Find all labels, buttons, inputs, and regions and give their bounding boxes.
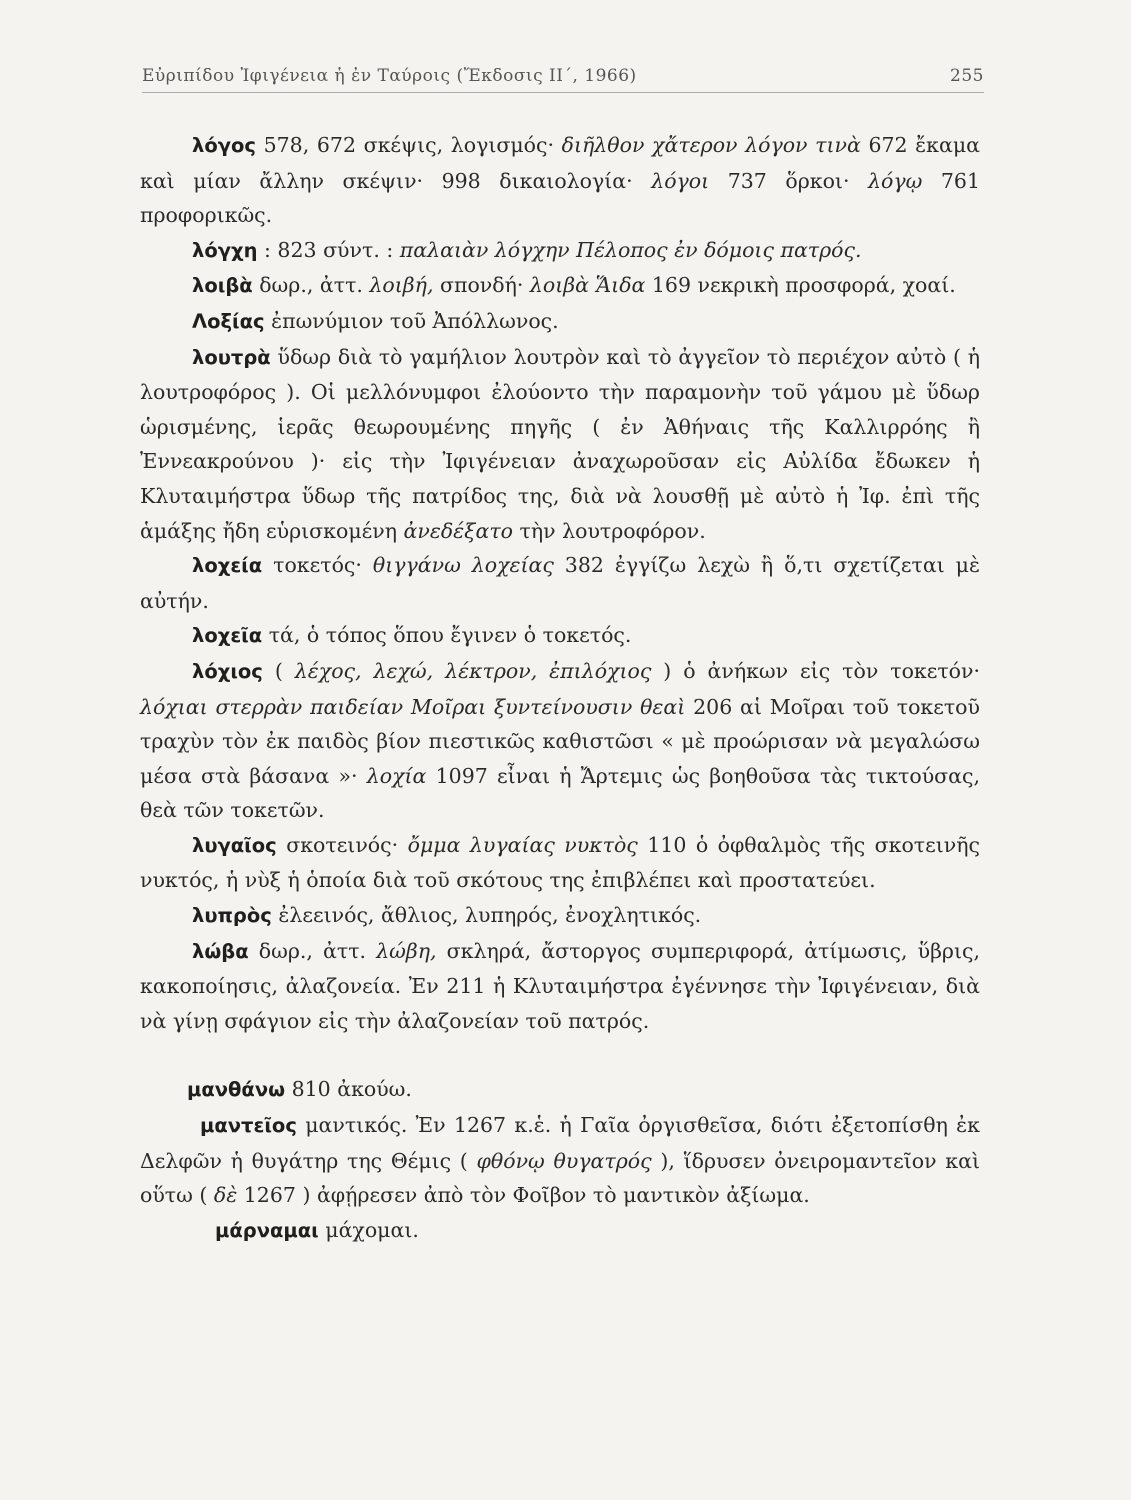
glossary-entry	[140, 340, 980, 549]
glossary-entry	[140, 1108, 980, 1213]
definition-text: τά, ὁ τόπος ὅπου ἔγινεν ὁ τοκετός.	[262, 623, 632, 648]
glossary-entry	[140, 1213, 980, 1249]
citation-text: λόγῳ	[868, 168, 923, 193]
glossary-entry	[140, 548, 980, 618]
definition-text: σκοτεινός·	[276, 832, 408, 857]
definition-text: δωρ., ἀττ.	[248, 938, 377, 963]
citation-text: λοχία	[366, 763, 427, 788]
definition-text: 761 προφορικῶς.	[140, 168, 980, 228]
definition-text: ), ἵδρυσεν ὀνειρομαντεῖον καὶ οὕτω (	[140, 1148, 980, 1208]
definition-text: 382 ἐγγίζω λεχὼ ἢ ὅ,τι σχετίζεται μὲ αὐτήν.	[140, 553, 980, 613]
definition-text: 169 νεκρικὴ προσφορά, χοαί.	[645, 273, 956, 298]
running-title: Εὐριπίδου Ἰφιγένεια ἡ ἐν Ταύροις (Ἔκδοσις ΙΙ΄, 1966)	[142, 66, 637, 86]
entry-headword: λουτρὰ	[192, 345, 271, 369]
entry-headword: λόγος	[192, 134, 256, 157]
entry-headword: λυγαῖος	[192, 833, 277, 857]
entry-headword: Λοξίας	[192, 309, 265, 333]
citation-text: λόγοι	[651, 168, 710, 193]
glossary-entry	[140, 304, 980, 340]
definition-text: 1267 ) ἀφῄρεσεν ἀπὸ τὸν Φοῖβον τὸ μαντικὸν ἀξίωμα.	[237, 1183, 810, 1208]
definition-text: 1097 εἶναι ἡ Ἄρτεμις ὡς βοηθοῦσα τὰς τικτούσας, θεὰ τῶν τοκετῶν.	[140, 763, 981, 823]
definition-text: (	[262, 658, 295, 683]
definition-text: 578, 672 σκέψις, λογισμός·	[255, 133, 562, 157]
citation-text: φθόνῳ θυγατρός	[476, 1148, 652, 1173]
definition-text: τὴν λουτροφόρον.	[513, 518, 706, 543]
glossary-entry	[140, 618, 980, 654]
citation-text: ὄμμα λυγαίας νυκτὸς	[407, 832, 638, 857]
entry-headword: λοχεῖα	[192, 624, 263, 648]
glossary-entry	[140, 233, 980, 269]
citation-text: λοιβὰ Ἅιδα	[529, 273, 646, 298]
definition-text: 810 ἀκούω.	[285, 1077, 412, 1102]
glossary-entry	[140, 654, 980, 828]
citation-text: διῆλθον χἄτερον λόγον τινὰ	[561, 133, 861, 157]
definition-text: ἐλεεινός, ἄθλιος, λυπηρός, ἐνοχλητικός.	[271, 903, 702, 928]
definition-text: σκληρά, ἄστοργος συμπεριφορά, ἀτίμωσις, ὕβρις, κακοποίησις, ἀλαζονεία. Ἐν 211 ἡ Κλυταιμήστρα ἐγέννησε τὴν Ἰφιγένειαν, διὰ νὰ γίνῃ σφάγιον εἰς τὴν ἀλαζονείαν τοῦ πατρός.	[140, 938, 981, 1033]
definition-text: : 823 σύντ. :	[257, 237, 400, 262]
running-header	[142, 66, 984, 93]
citation-text: λοιβή,	[369, 273, 434, 298]
glossary-entry	[140, 1072, 980, 1108]
definition-text: ) ὁ ἀνήκων εἰς τὸν τοκετόν·	[651, 658, 981, 683]
entry-headword: μαντεῖος	[200, 1114, 297, 1138]
definition-text: 737 ὅρκοι·	[709, 168, 869, 193]
definition-text: 206 αἱ Μοῖραι τοῦ τοκετοῦ τραχὺν τὸν ἐκ παιδὸς βίον πιεστικῶς καθιστῶσι « μὲ προώρισαν νὰ μεγαλώσω μέσα στὰ βάσανα »·	[140, 694, 980, 788]
citation-text: ἀνεδέξατο	[403, 518, 513, 543]
definition-text: σπονδή·	[433, 273, 530, 298]
definition-text: ἐπωνύμιον τοῦ Ἀπόλλωνος.	[264, 308, 559, 333]
citation-text: παλαιὰν λόγχην Πέλοπος ἐν δόμοις πατρός.	[399, 237, 862, 262]
definition-text: μάχομαι.	[318, 1217, 419, 1242]
definition-text: μαντικός. Ἐν 1267 κ.ἑ. ἡ Γαῖα ὀργισθεῖσα, διότι ἐξετοπίσθη ἐκ Δελφῶν ἡ θυγάτηρ της Θέμις (	[140, 1113, 980, 1173]
entry-headword: λώβα	[192, 939, 249, 963]
entry-headword: λόγχη	[192, 238, 258, 262]
definition-text: δωρ., ἀττ.	[252, 273, 370, 298]
glossary-entry	[140, 934, 980, 1039]
definition-text: τοκετός·	[262, 553, 373, 578]
page-number: 255	[950, 66, 984, 86]
citation-text: λέχος, λεχώ, λέκτρον, ἐπιλόχιος	[294, 658, 652, 683]
entry-headword: λοχεία	[192, 554, 263, 578]
entry-headword: λόχιος	[192, 659, 263, 683]
glossary-body	[140, 128, 980, 1248]
glossary-entry	[140, 268, 980, 304]
definition-text: ὕδωρ διὰ τὸ γαμήλιον λουτρὸν καὶ τὸ ἀγγεῖον τὸ περιέχον αὐτὸ ( ἡ λουτροφόρος ). Οἱ μελλόνυμφοι ἐλούοντο τὴν παραμονὴν τοῦ γάμου μὲ ὕδωρ ὡρισμένης, ἱερᾶς θεωρουμένης πηγῆς ( ἐν Ἀθήναις τῆς Καλλιρρόης ἢ Ἐννεακρούνου )· εἰς τὴν Ἰφιγένειαν ἀναχωροῦσαν εἰς Αὐλίδα ἔδωκεν ἡ Κλυταιμήστρα ὕδωρ τῆς πατρίδος της, διὰ νὰ λουσθῇ μὲ αὐτὸ ἡ Ἰφ. ἐπὶ τῆς ἁμάξης ἤδη εὑρισκομένη	[140, 344, 980, 543]
citation-text: λώβη,	[376, 938, 437, 963]
citation-text: θιγγάνω λοχείας	[372, 553, 554, 578]
citation-text: δὲ	[213, 1183, 238, 1208]
entry-headword: μανθάνω	[187, 1078, 286, 1102]
citation-text: λόχιαι στερρὰν παιδείαν Μοῖραι ξυντείνουσιν θεαὶ	[140, 694, 686, 719]
definition-text: 672 ἔκαμα καὶ μίαν ἄλλην σκέψιν· 998 δικαιολογία·	[140, 133, 981, 193]
entry-headword: μάρναμαι	[215, 1218, 319, 1242]
entry-headword: λοιβὰ	[192, 274, 253, 298]
glossary-entry	[140, 828, 980, 898]
definition-text: 110 ὁ ὀφθαλμὸς τῆς σκοτεινῆς νυκτός, ἡ νὺξ ἡ ὁποία διὰ τοῦ σκότους της ἐπιβλέπει καὶ προστατεύει.	[140, 832, 981, 893]
glossary-entry	[140, 128, 980, 233]
entry-headword: λυπρὸς	[192, 904, 272, 928]
glossary-entry	[140, 898, 980, 934]
